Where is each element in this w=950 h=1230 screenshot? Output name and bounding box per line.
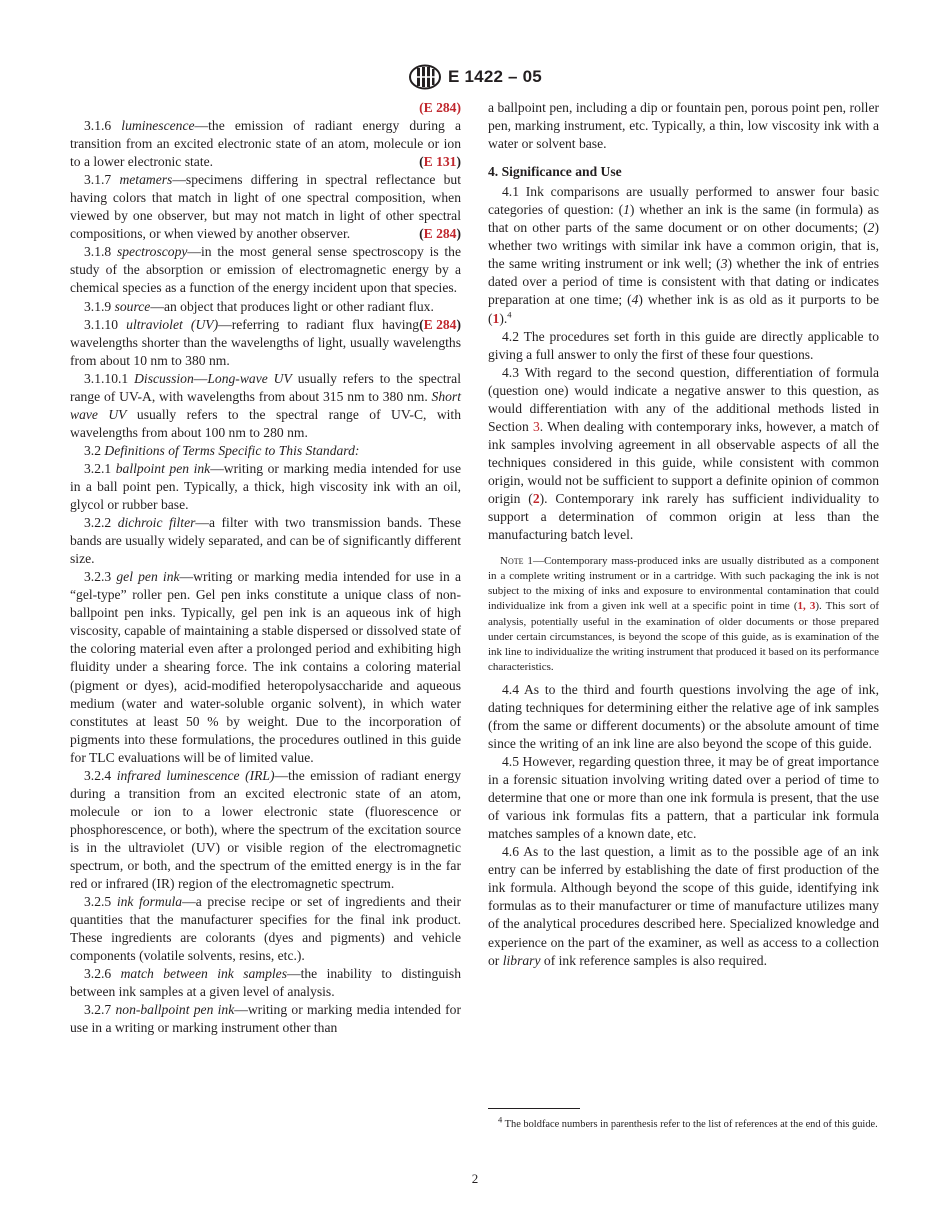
paragraph-4-6: 4.6 As to the last question, a limit as to the possible age of an ink entry can be inferred by establishing the date of first production of the ink formula. Although beyond the scope of this guide, identifying ink formulas as to their manufacturer or time of manufacture utilizes many of the analytical procedures described here. Specialized knowledge and experience on the part of the examiner, as well as access to a collection or library of ink reference samples is also required. (488, 844, 879, 968)
paragraph-4-5: 4.5 However, regarding question three, it may be of great importance in a forensic situation involving writing dated over a period of time to determine that one or more than one ink formula is present, that the use of various ink formulas fits a pattern, that a particular ink formula matches samples of a known date, etc. (488, 754, 879, 842)
ref-link[interactable]: E 284 (423, 100, 457, 115)
paragraph-4-3: 4.3 With regard to the second question, differentiation of formula (question one) would indicate a negative answer to this question, as would differentiation with any of the additional methods listed in Section 3. When dealing with contemporary inks, however, a match of ink samples involving agreement in all observable aspects of all the techniques considered in this guide, while consistent with common origin, would not be sufficient to support a definite opinion of common origin (2). Contemporary ink rarely has sufficient individuality to support a determination of common origin at less than the manufacturing batch level. (488, 364, 880, 543)
paragraph-4-1: 4.1 Ink comparisons are usually performed to answer four basic categories of question: (1) whether an ink is the same (in formula) as that on other parts of the same document or on other documents; (2) whether two writings with similar ink have a common origin, that is, the same writing instrument or ink well; (3) whether the ink of entries dated over a period of time is consistent with that dating or indicates preparation at one time; (4) whether ink is as old as it purports to be (1).$^4$ (488, 184, 879, 326)
definition-3-2-7-continued: a ballpoint pen, including a dip or fountain pen, porous point pen, roller pen, marking instrument, etc. Typically, a thin, low viscosity ink with a water or solvent base. (488, 100, 879, 152)
page-header (0, 62, 950, 92)
definition-3-2-3: 3.2.3 gel pen ink—writing or marking media intended for use in a “gel-type” roller pen. Gel pen inks constitute a unique class of non-ballpoint pen inks. Typically, gel pen ink is an aqueous ink of high viscosity, capable of maintaining a stable dispersed or dissolved state of the coloring material even after a prolonged period and exhibiting high fluidity under a shearing force. The ink contains a coloring material (pigment or dyes), acid-modified heteropolysaccharide and aqueous medium (water and water-soluble organic solvent), in which water constitutes at least 50 % by weight. Due to the incorporation of pigments into these formulations, the procedures outlined in this guide for TLC evaluations will be of limited value. (70, 569, 461, 765)
ref-link[interactable]: E 284 (423, 226, 457, 242)
paragraph-4-2: 4.2 The procedures set forth in this guide are directly applicable to giving a full answer to only the first of these four questions. (488, 328, 879, 362)
definition-3-2-5: 3.2.5 ink formula—a precise recipe or set of ingredients and their quantities that the manufacturer specifies for the final ink product. These ingredients are colorants (dyes and pigments) and vehicle components (volatile solvents, resins, etc.). (70, 894, 462, 964)
footnote-4: $^4$ The boldface numbers in parenthesis refer to the list of references at the end of this guide. (498, 1114, 878, 1130)
definition-3-1-8: 3.1.8 spectroscopy—in the most general sense spectroscopy is the study of the absorption or emission of electromagnetic energy by a chemical species as a function of the energy incident upon that species. (70, 244, 461, 296)
definition-3-2-1: 3.2.1 ballpoint pen ink—writing or marking media intended for use in a ball point pen. Typically, a thick, high viscosity ink with an oil, glycol or rubber base. (70, 460, 461, 513)
ref-link[interactable]: E 131 (423, 154, 457, 170)
astm-logo-icon (408, 64, 442, 90)
definition-3-2-6: 3.2.6 match between ink samples—the inability to distinguish between ink samples at a given level of analysis. (70, 966, 461, 1000)
ref-link[interactable]: E 284 (423, 316, 457, 332)
footnote-divider (488, 1108, 580, 1109)
definition-3-1-9: 3.1.9 source—an object that produces light or other radiant flux. (E 284) (84, 298, 461, 332)
section-link[interactable]: 3 (532, 418, 540, 434)
page-number: 2 (471, 1171, 479, 1186)
top-citation: (E 284) (419, 100, 461, 115)
discussion-3-1-10-1: 3.1.10.1 Discussion—Long-wave UV usually refers to the spectral range of UV-A, with wavelengths from about 315 nm to 380 nm. Short wave UV usually refers to the spectral range of UV-C, with wavelengths from about 100 nm to 280 nm. (70, 370, 461, 440)
footnote-marker[interactable]: 4 (507, 308, 512, 319)
definition-3-2-2: 3.2.2 dichroic filter—a filter with two transmission bands. These bands are usually widely separated, and can be of significantly different size. (70, 515, 461, 567)
section-3-2-heading: 3.2 Definitions of Terms Specific to This Standard: (84, 442, 360, 458)
paragraph-4-4: 4.4 As to the third and fourth questions involving the age of ink, dating techniques for determining either the relative age of ink samples (from the same or different documents) or the absolute amount of time since the writing of an ink line are also beyond the scope of this guide. (488, 681, 879, 752)
definition-3-1-7: 3.1.7 metamers—specimens differing in spectral reflectance but having colors that match in light of one spectral composition, when viewed by one observer, but may not match in light of other spectral compositions, or when viewed by another observer. (E 284) (70, 172, 461, 242)
ref-link[interactable]: 1 (492, 310, 500, 326)
section-4-heading: 4. Significance and Use (488, 164, 622, 180)
definition-3-2-4: 3.2.4 infrared luminescence (IRL)—the emission of radiant energy during a transition from an excited electronic state of an atom, molecule or ion to a lower electronic state (fluorescence or phosphorescence, or both), where the spectrum of the excitation source is in the ultraviolet (UV) or visible region of the electromagnetic spectrum, or both, and the spectrum of the emitted energy is in the far red or infrared (IR) region of the electromagnetic spectrum. (70, 767, 462, 892)
definition-3-1-10: 3.1.10 ultraviolet (UV)—referring to radiant flux having wavelengths shorter than the wavelengths of light, usually wavelengths from about 10 nm to 380 nm. (70, 316, 461, 368)
left-column (70, 99, 461, 1037)
right-column (488, 99, 879, 970)
ref-link[interactable]: 1, 3 (797, 600, 816, 613)
definition-3-2-7: 3.2.7 non-ballpoint pen ink—writing or marking media intended for use in a writing or marking instrument other than (70, 1002, 461, 1036)
ref-link[interactable]: 2 (532, 490, 540, 506)
definition-3-1-6: 3.1.6 luminescence—the emission of radiant energy during a transition from an excited electronic state of an atom, molecule or ion to a lower electronic state. (E 131) (70, 118, 461, 170)
designation-title: E 1422 – 05 (448, 67, 542, 86)
note-1: Note 1—Contemporary mass-produced inks are usually distributed as a component in a complete writing instrument or in a cartridge. With such packaging the ink is not subject to the mixing of inks and exposure to environmental contamination that could individualize ink from a given ink well at a specific point in time (1, 3). This sort of analysis, potentially useful in the examination of older documents or those prepared under certain circumstances, is beyond the scope of this guide, as is examination of the ink line to individualize the writing instrument that produced it based on its performance characteristics. (488, 555, 880, 673)
